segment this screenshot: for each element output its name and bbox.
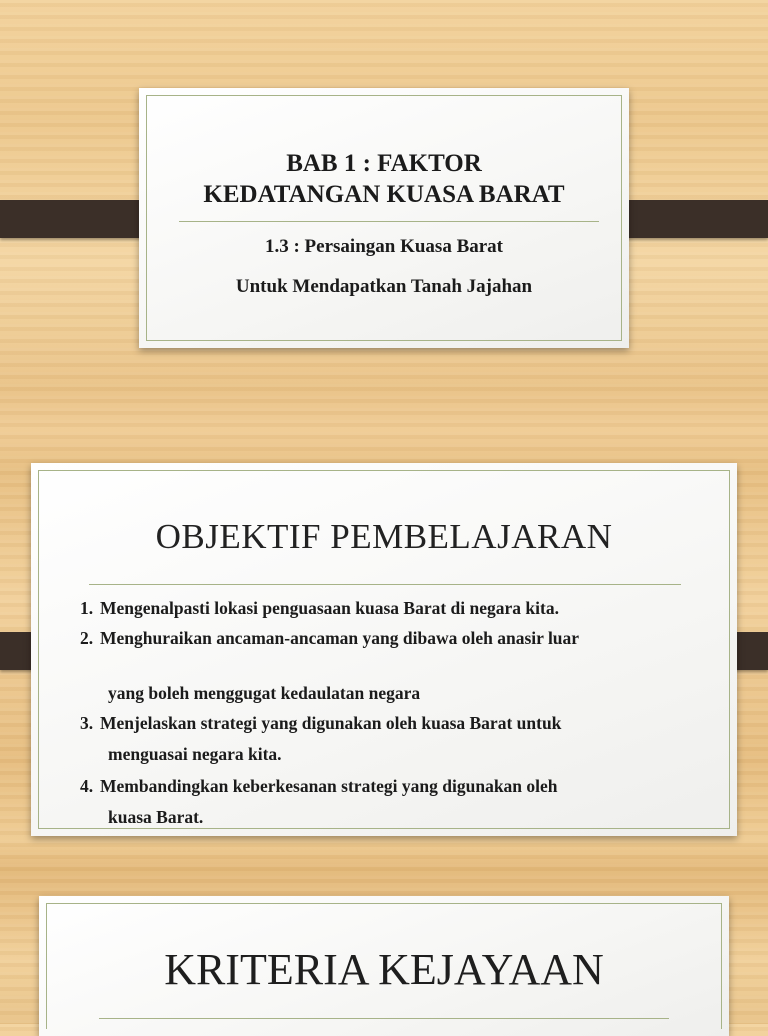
slide1-divider	[179, 221, 599, 222]
slide2-heading: OBJEKTIF PEMBELAJARAN	[155, 517, 613, 556]
objective-text-line: menguasai negara kita.	[108, 744, 282, 764]
objective-text-line: Membandingkan keberkesanan strategi yang digunakan oleh	[100, 776, 558, 796]
objective-text-line: Menghuraikan ancaman-ancaman yang dibawa oleh anasir luar	[100, 628, 580, 648]
slide2-card	[31, 463, 737, 836]
slide1-title	[139, 148, 629, 210]
objective-number: 3.	[80, 713, 94, 733]
objective-text-line: yang boleh menggugat kedaulatan negara	[108, 683, 421, 703]
objective-text-line: kuasa Barat.	[108, 807, 204, 827]
objective-number: 1.	[80, 598, 94, 618]
objective-number: 4.	[80, 776, 94, 796]
slide1-band-right	[612, 200, 768, 238]
slide1-card-border	[146, 95, 622, 341]
slide3-divider	[99, 1018, 669, 1019]
slide1-subtitle-line-1: 1.3 : Persaingan Kuasa Barat	[264, 236, 504, 257]
slide3-card	[39, 896, 729, 1036]
slide1-title-line-2: KEDATANGAN KUASA BARAT	[203, 181, 565, 208]
slide1-subtitle-line-2: Untuk Mendapatkan Tanah Jajahan	[235, 276, 533, 297]
slide1-band-left	[0, 200, 155, 238]
slide3-heading: KRITERIA KEJAYAAN	[164, 945, 604, 994]
objective-number: 2.	[80, 628, 94, 648]
slide1-title-line-1: BAB 1 : FAKTOR	[286, 150, 482, 177]
slide2-divider	[89, 584, 681, 585]
objective-text-line: Menjelaskan strategi yang digunakan oleh kuasa Barat untuk	[100, 713, 562, 733]
slide1-card	[139, 88, 629, 348]
slide1-subtitle	[139, 234, 629, 300]
objective-text-line: Mengenalpasti lokasi penguasaan kuasa Barat di negara kita.	[100, 598, 559, 618]
